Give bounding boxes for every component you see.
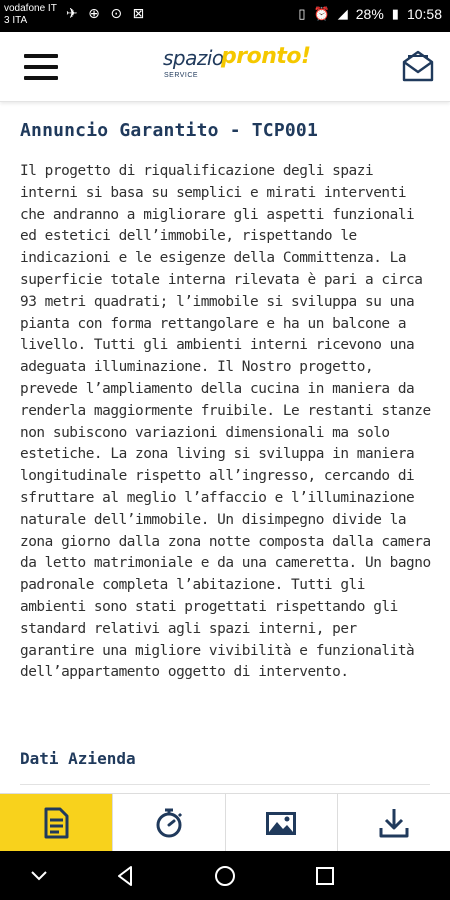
signal-icon: ◢ [337,6,348,21]
alarm-icon: ⏰ [313,6,330,21]
menu-line-icon [24,76,58,80]
clock: 10:58 [406,6,442,22]
battery-percent: 28% [355,6,384,22]
document-icon [39,806,73,840]
vibrate-icon: ▯ [298,6,306,21]
download-icon [377,806,411,840]
menu-line-icon [24,65,58,69]
system-nav-bar [0,851,450,900]
carrier-name: vodafone IT [4,3,57,14]
tab-timing[interactable] [113,794,226,851]
stopwatch-icon [152,806,186,840]
status-bar [0,0,450,32]
image-icon [264,806,298,840]
chevron-down-icon[interactable] [26,863,52,889]
battery-icon: ▮ [391,6,399,21]
home-icon[interactable] [212,863,238,889]
envelope-icon [400,50,436,82]
hamburger-menu-button[interactable] [24,54,58,80]
status-icons [298,6,442,22]
tab-description[interactable] [0,794,113,851]
app-header [0,32,450,102]
logo-text-pronto: pronto! [221,44,311,69]
recent-apps-icon[interactable] [312,863,338,889]
menu-line-icon [24,54,58,58]
listing-description: Il progetto di riqualificazione degli spazi interni si basa su semplici e mirati interventi che andranno a migliorare gli aspetti funzionali ed estetici dell’immobile, rispettando le indicazioni e le esigenze della Committenza. La superficie totale interna rilevata è pari a circa 93 metri quadrati; l’immobile si sviluppa su una pianta con forma rettangolare e ha un balcone a livello. Tutti gli ambienti interni ricevono una adeguata illuminazione. Il Nostro progetto, prevede l’ampliamento della cucina in maniera da renderla maggiormente fruibile. Le restanti stanze non subiscono variazioni dimensionali ma solo estetiche. La zona living si sviluppa in maniera longitudinale rispetto all’ingresso, cercando di sfruttare al meglio l’affaccio e l’illuminazione naturale dell’immobile. Un disimpegno divide la zona giorno dalla zona notte composta dalla camera da letto matrimoniale e da una cameretta. Un bagno padronale completa l’abitazione. Tutti gli ambienti sono stati progettati rispettando gli standard relativi agli spazi interni, per garantire una migliore vivibilità e funzionalità dell’appartamento oggetto di intervento. [20,163,431,681]
back-icon[interactable] [112,863,138,889]
listing-title: Annuncio Garantito - TCP001 [20,120,318,141]
logo-text-service: SERVICE [164,72,199,79]
tab-download[interactable] [338,794,450,851]
carrier-secondary: 3 ITA [4,15,28,26]
mail-button[interactable] [400,50,436,82]
tab-gallery[interactable] [226,794,339,851]
notification-icons: ✈ ⊕ ⊙ ⊠ [66,6,148,22]
logo-text-spazio: spazio [163,46,224,70]
brand-logo [163,46,313,86]
listing-content[interactable] [0,103,450,793]
carrier-info [4,3,57,27]
bottom-tab-bar [0,793,450,851]
section-divider [20,784,430,785]
company-data-heading[interactable]: Dati Azienda [20,749,136,768]
